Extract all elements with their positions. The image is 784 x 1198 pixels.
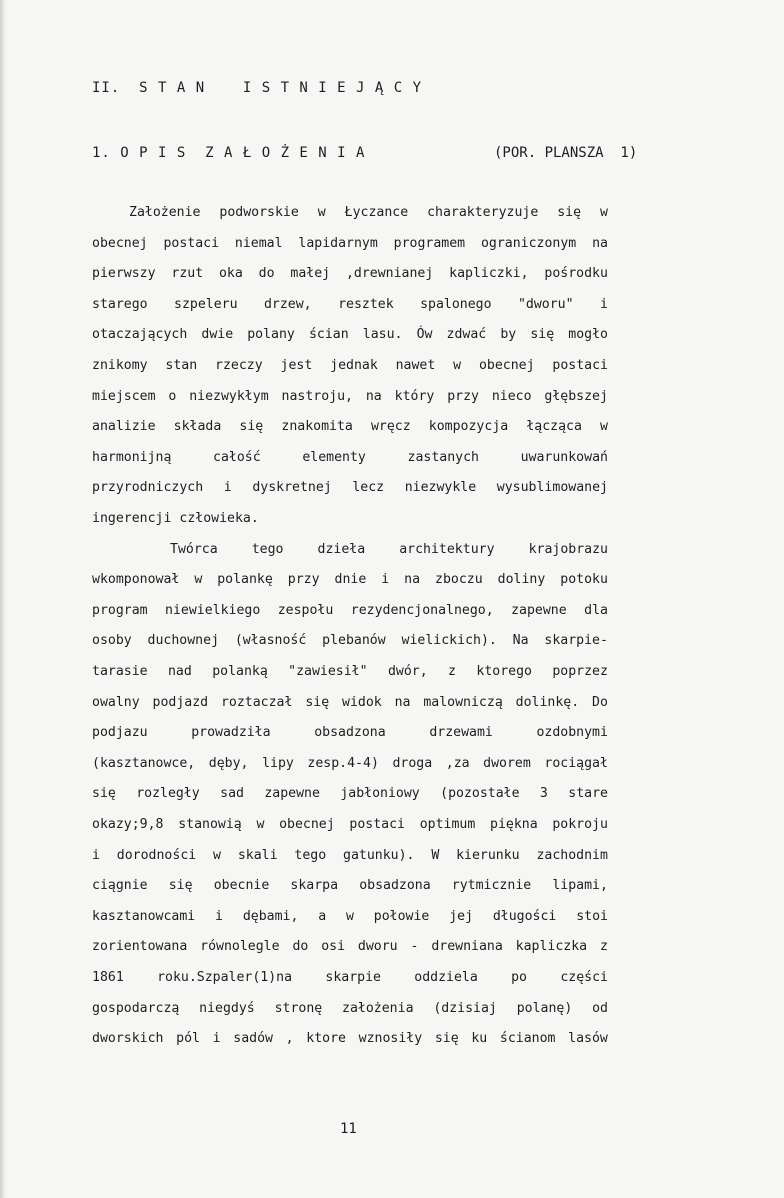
- text-line: starego szpeleru drzew, resztek spalonego "dworu" i: [92, 296, 608, 312]
- text-line: tarasie nad polanką "zawiesił" dwór, z ktorego poprzez: [92, 664, 608, 679]
- section-heading: II. S T A N I S T N I E J Ą C Y: [92, 80, 423, 96]
- text-line: obecnej postaci niemal lapidarnym programem ograniczonym na: [92, 235, 608, 251]
- text-line: ciągnie się obecnie skarpa obsadzona rytmicznie lipami,: [92, 878, 608, 894]
- text-line: (kasztanowce, dęby, lipy zesp.4-4) droga ,za dworem rociągał: [92, 755, 608, 771]
- text-line: i dorodności w skali tego gatunku). W kierunku zachodnim: [92, 847, 608, 863]
- text-line: przyrodniczych i dyskretnej lecz niezwykle wysublimowanej: [92, 480, 608, 496]
- text-line: Założenie podworskie w Łyczance charakteryzuje się w: [129, 205, 608, 220]
- text-line: zorientowana równolegle do osi dworu - drewniana kapliczka z: [92, 939, 608, 955]
- text-line: miejscem o niezwykłym nastroju, na który przy nieco głębszej: [92, 388, 608, 404]
- text-line: otaczających dwie polany ścian lasu. Ów zdwać by się mogło: [92, 327, 608, 343]
- subsection-heading: 1. O P I S Z A Ł O Ż E N I A: [92, 145, 366, 161]
- text-line: dworskich pól i sadów , ktore wznosiły się ku ścianom lasów: [92, 1031, 608, 1047]
- text-line: gospodarczą niegdyś stronę założenia (dzisiaj polanę) od: [92, 1000, 608, 1016]
- text-line: pierwszy rzut oka do małej ,drewnianej kapliczki, pośrodku: [92, 266, 608, 282]
- text-line: się rozległy sad zapewne jabłoniowy (pozostałe 3 stare: [92, 786, 608, 802]
- text-line: wkomponował w polankę przy dnie i na zboczu doliny potoku: [92, 572, 608, 588]
- text-line: okazy;9,8 stanowią w obecnej postaci optimum piękna pokroju: [92, 817, 608, 832]
- text-line: Twórca tego dzieła architektury krajobrazu: [170, 541, 608, 557]
- text-line: analizie składa się znakomita wręcz kompozycja łącząca w: [92, 419, 608, 435]
- page-number: 11: [340, 1121, 357, 1137]
- text-line: kasztanowcami i dębami, a w połowie jej długości stoi: [92, 908, 608, 924]
- text-line: program niewielkiego zespołu rezydencjonalnego, zapewne dla: [92, 602, 608, 618]
- text-line: osoby duchownej (własność plebanów wielickich). Na skarpie-: [92, 633, 608, 649]
- text-line: podjazu prowadziła obsadzona drzewami ozdobnymi: [92, 725, 608, 741]
- page-edge-shadow: [0, 0, 6, 1198]
- plate-reference: (POR. PLANSZA 1): [494, 145, 638, 161]
- text-line: harmonijną całość elementy zastanych uwarunkowań: [92, 449, 608, 465]
- text-line: 1861 roku.Szpaler(1)na skarpie oddziela po części: [92, 970, 608, 985]
- text-line: znikomy stan rzeczy jest jednak nawet w obecnej postaci: [92, 358, 608, 373]
- text-line: owalny podjazd roztaczał się widok na malowniczą dolinkę. Do: [92, 694, 608, 710]
- text-line: ingerencji człowieka.: [92, 511, 259, 526]
